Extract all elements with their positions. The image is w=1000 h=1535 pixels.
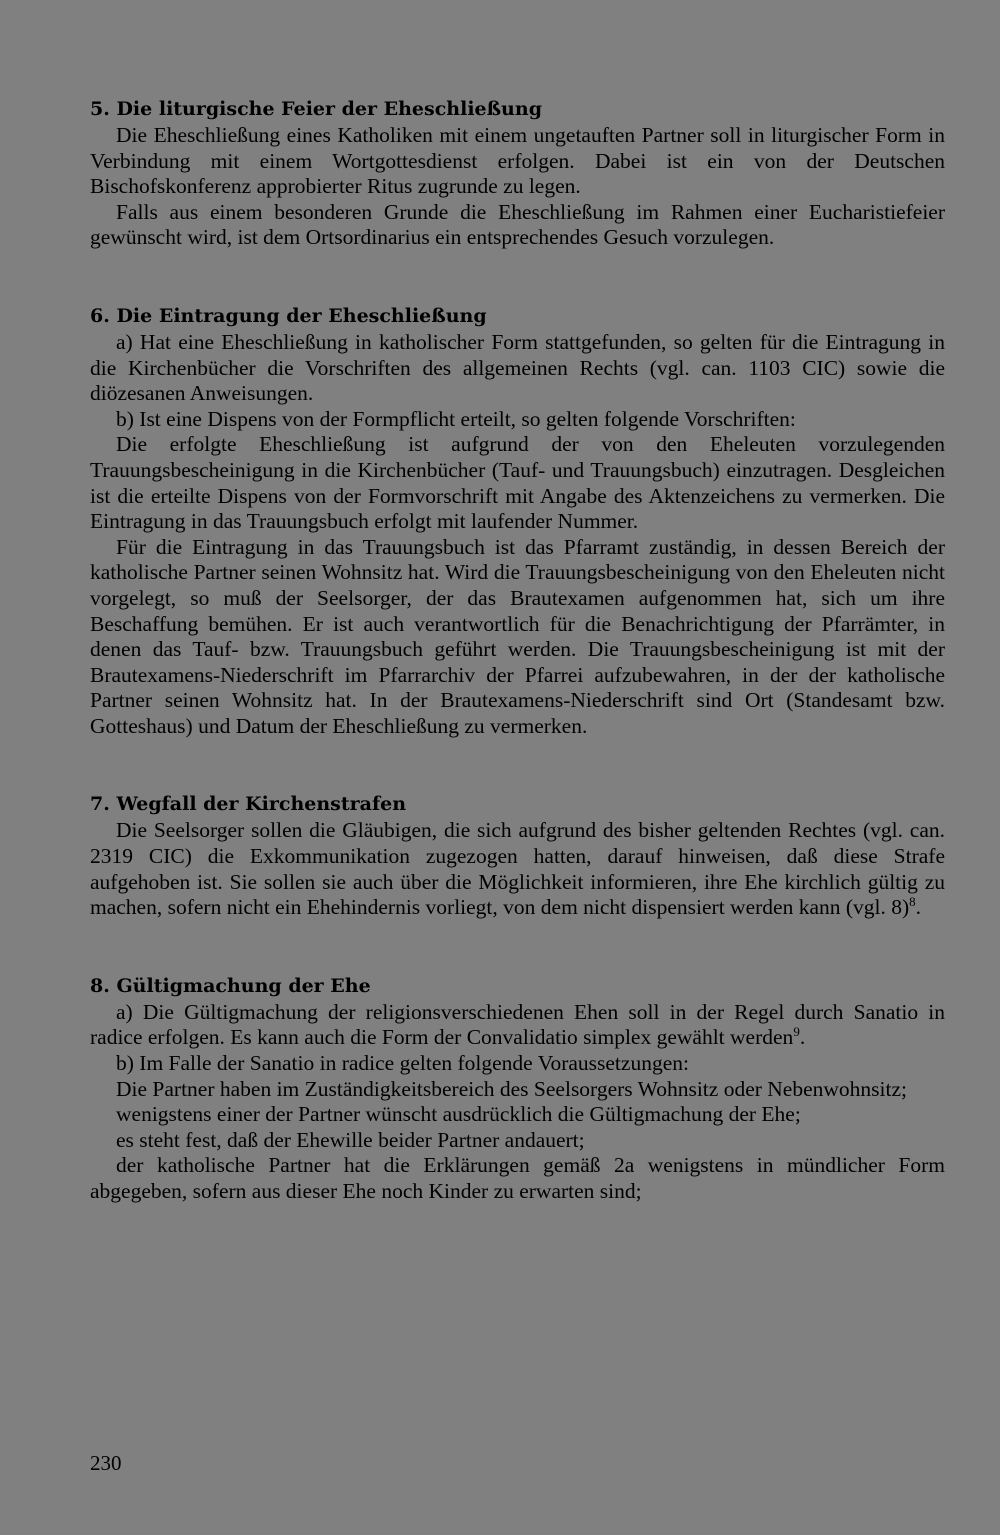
paragraph-text: Die Seelsorger sollen die Gläubigen, die sich aufgrund des bisher geltenden Rechtes (vgl. can. 2319 CIC) die Exkommunikation zugezogen hatten, darauf hinweisen, daß diese Strafe aufgehoben ist. Sie sollen sie auch über die Möglichkeit informieren, ihre Ehe kirchlich gültig zu machen, sofern nicht ein Ehehindernis vorliegt, von dem nicht dispensiert werden kann (vgl. 8) (90, 818, 945, 920)
section-heading: 6. Die Eintragung der Eheschließung (90, 304, 487, 327)
section-5 (90, 96, 945, 251)
footnote-ref: 9 (793, 1024, 800, 1040)
paragraph: b) Im Falle der Sanatio in radice gelten folgende Voraussetzungen: (116, 1051, 689, 1076)
section-heading: 5. Die liturgische Feier der Eheschließung (90, 98, 542, 120)
paragraph: der katholische Partner hat die Erklärungen gemäß 2a wenigstens in mündlicher Form abgegeben, sofern aus dieser Ehe noch Kinder zu erwarten sind; (90, 1153, 945, 1203)
page-body (90, 96, 945, 1205)
footnote-ref: 8 (909, 894, 916, 910)
paragraph: Falls aus einem besonderen Grunde die Eheschließung im Rahmen einer Eucharistiefeier gewünscht wird, ist dem Ortsordinarius ein entsprechendes Gesuch vorzulegen. (90, 199, 945, 250)
paragraph: a) Hat eine Eheschließung in katholischer Form stattgefunden, so gelten für die Eintragung in die Kirchenbücher die Vorschriften des allgemeinen Rechts (vgl. can. 1103 CIC) sowie die diözesanen Anweisungen. (90, 329, 945, 406)
section-heading: 8. Gültigmachung der Ehe (90, 974, 371, 997)
paragraph: b) Ist eine Dispens von der Formpflicht erteilt, so gelten folgende Vorschriften: (116, 406, 796, 431)
paragraph: Für die Eintragung in das Trauungsbuch ist das Pfarramt zuständig, in dessen Bereich der katholische Partner seinen Wohnsitz hat. Wird die Trauungsbescheinigung von den Eheleuten nicht vorgelegt, so muß der Seelsorger, der das Brautexamen aufgenommen hat, sich um ihre Beschaffung bemühen. Er ist auch verantwortlich für die Benachrichtigung der Pfarrämter, in denen das Tauf- bzw. Trauungsbuch geführt werden. Die Trauungsbescheinigung ist mit der Brautexamens-Niederschrift im Pfarrarchiv der Pfarrei aufzubewahren, in der der katholische Partner seinen Wohnsitz hat. In der Brautexamens-Niederschrift sind Ort (Standesamt bzw. Gotteshaus) und Datum der Eheschließung zu vermerken. (90, 534, 945, 738)
section-8 (90, 973, 945, 1205)
paragraph: Die Eheschließung eines Katholiken mit einem ungetauften Partner soll in liturgischer Form in Verbindung mit einem Wortgottesdienst erfolgen. Dabei ist ein von der Deutschen Bischofskonferenz approbierter Ritus zugrunde zu legen. (90, 123, 945, 199)
paragraph-text: a) Die Gültigmachung der religionsverschiedenen Ehen soll in der Regel durch Sanatio in radice erfolgen. Es kann auch die Form der Convalidatio simplex gewählt werden (90, 999, 945, 1050)
paragraph: Die Partner haben im Zuständigkeitsbereich des Seelsorgers Wohnsitz oder Nebenwohnsitz; (116, 1076, 907, 1101)
paragraph (90, 1000, 945, 1051)
section-7 (90, 791, 945, 920)
page-number: 230 (90, 1451, 122, 1475)
paragraph: es steht fest, daß der Ehewille beider Partner andauert; (116, 1127, 585, 1152)
paragraph: Die erfolgte Eheschließung ist aufgrund der von den Eheleuten vorzulegenden Trauungsbescheinigung in die Kirchenbücher (Tauf- und Trauungsbuch) einzutragen. Desgleichen ist die erteilte Dispens von der Formvorschrift mit Angabe des Aktenzeichens zu vermerken. Die Eintragung in das Trauungsbuch erfolgt mit laufender Nummer. (90, 432, 945, 534)
paragraph-end: . (915, 895, 922, 920)
paragraph: wenigstens einer der Partner wünscht ausdrücklich die Gültigmachung der Ehe; (116, 1102, 801, 1127)
section-heading: 7. Wegfall der Kirchenstrafen (90, 793, 407, 816)
paragraph (90, 818, 945, 920)
section-6 (90, 303, 945, 740)
paragraph-end: . (799, 1025, 806, 1050)
